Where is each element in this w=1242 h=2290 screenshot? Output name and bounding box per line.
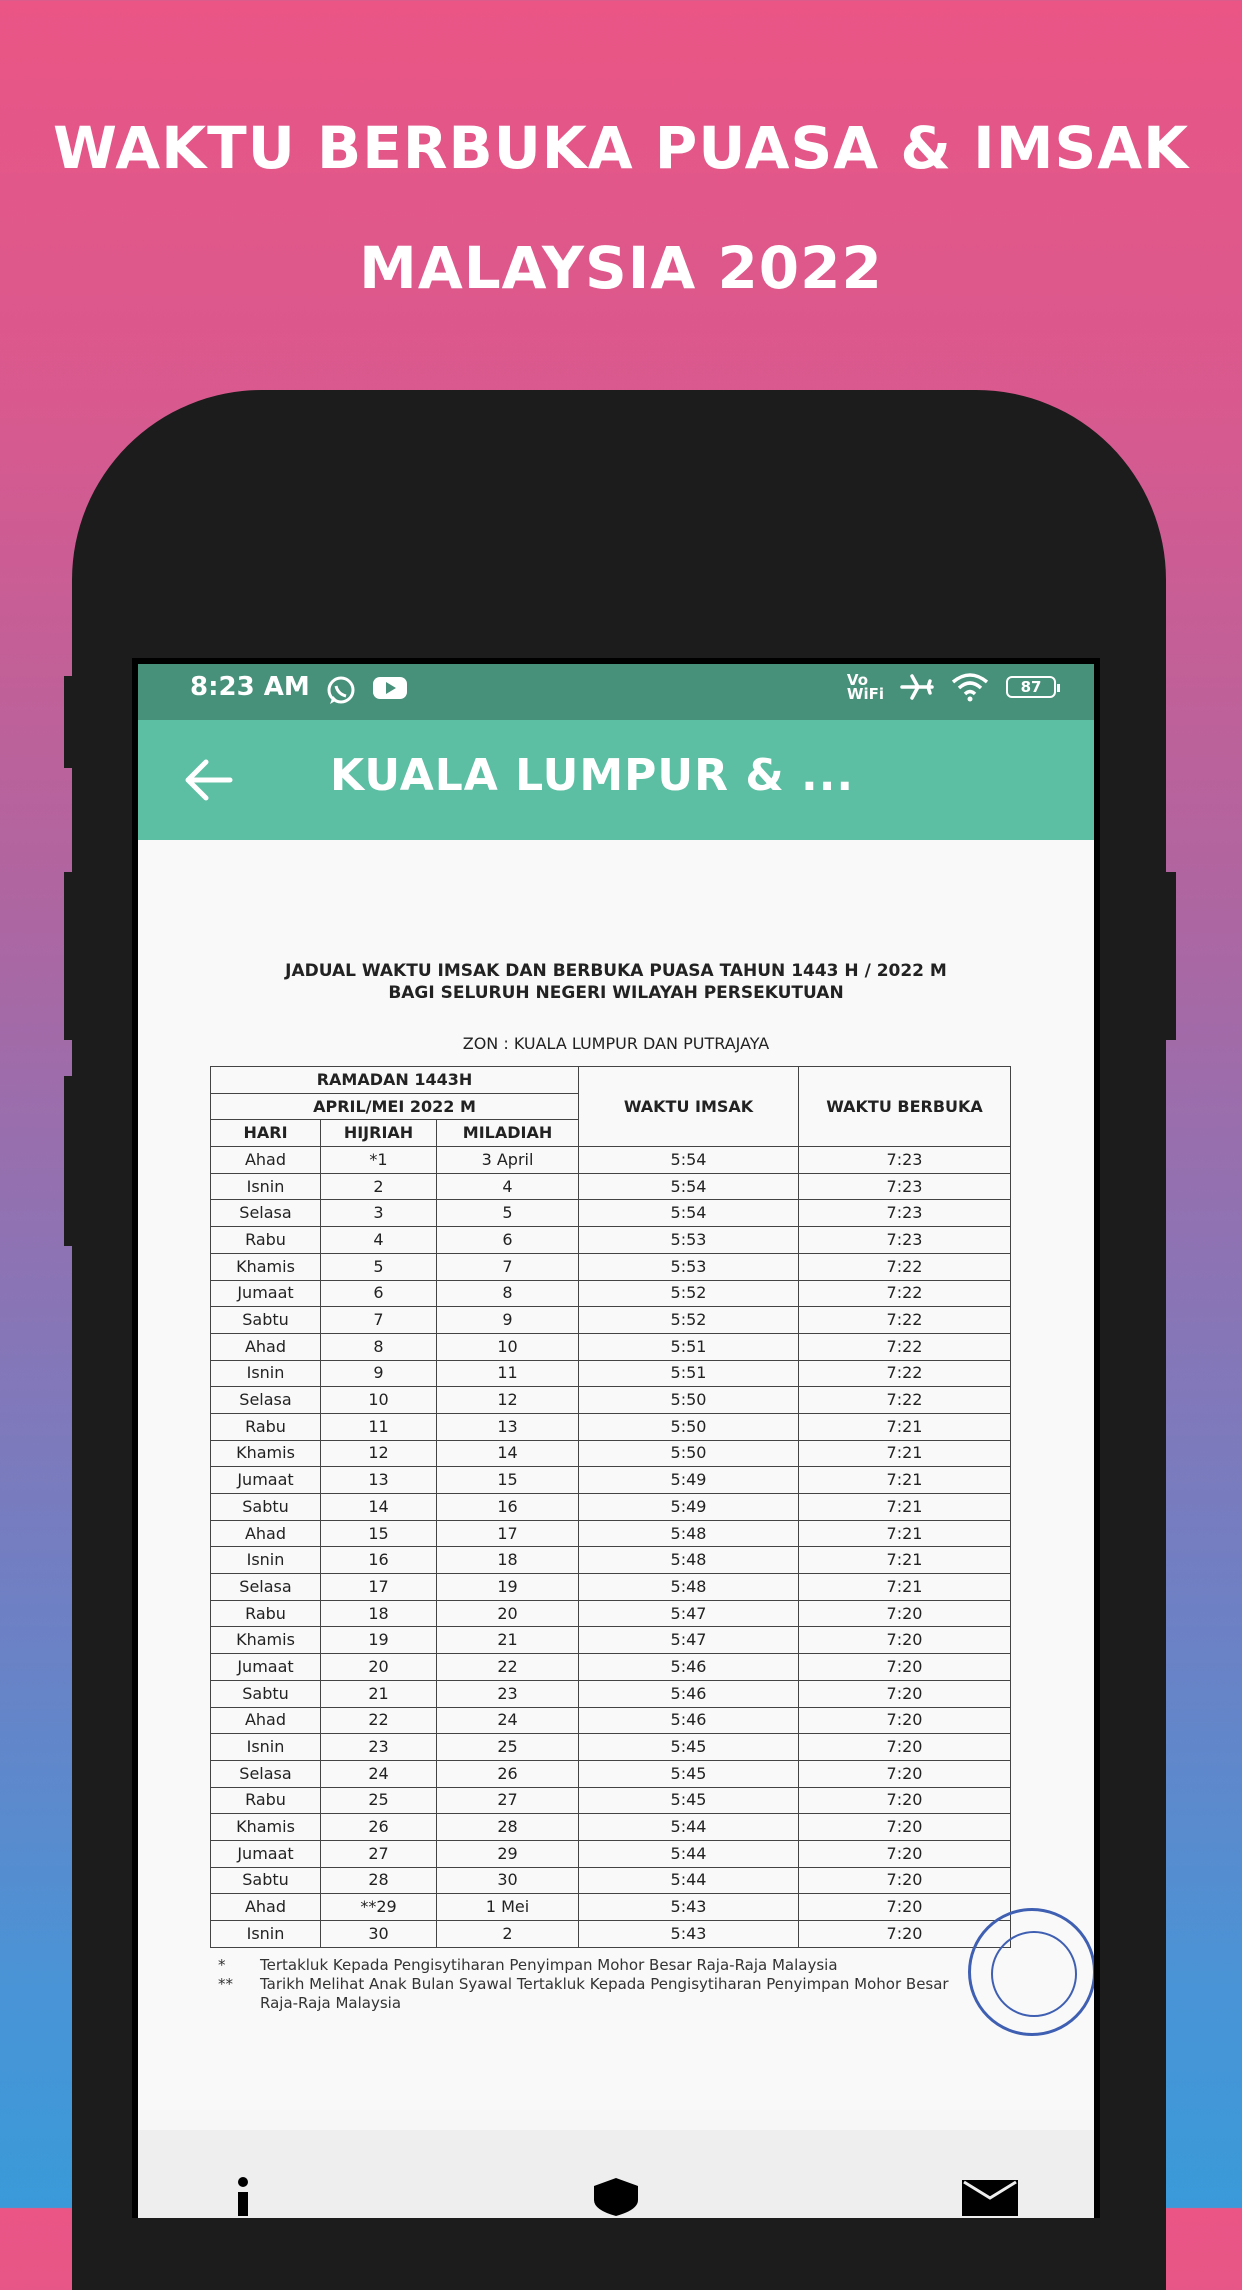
cell-hari: Ahad (211, 1520, 321, 1547)
cell-imsak: 5:48 (579, 1547, 799, 1574)
cell-hijriah: 22 (321, 1707, 437, 1734)
cell-hari: Sabtu (211, 1494, 321, 1521)
cell-imsak: 5:48 (579, 1574, 799, 1601)
official-seal-stamp (968, 1908, 1094, 2036)
bottom-navigation (138, 2130, 1094, 2218)
cell-hari: Sabtu (211, 1307, 321, 1334)
header-berbuka: WAKTU BERBUKA (799, 1067, 1011, 1147)
cell-berbuka: 7:20 (799, 1760, 1011, 1787)
cell-berbuka: 7:21 (799, 1467, 1011, 1494)
footnote-mark: ** (218, 1975, 233, 1993)
cell-miladiah: 14 (437, 1440, 579, 1467)
cell-hari: Selasa (211, 1200, 321, 1227)
document-title (138, 960, 1094, 1004)
cell-berbuka: 7:20 (799, 1600, 1011, 1627)
cell-miladiah: 16 (437, 1494, 579, 1521)
cell-berbuka: 7:21 (799, 1440, 1011, 1467)
table-row (211, 1547, 1011, 1574)
cell-hari: Khamis (211, 1814, 321, 1841)
cell-berbuka: 7:21 (799, 1574, 1011, 1601)
mail-icon[interactable] (960, 2176, 1020, 2216)
cell-berbuka: 7:23 (799, 1227, 1011, 1254)
document-zone: ZON : KUALA LUMPUR DAN PUTRAJAYA (462, 1034, 770, 1053)
cell-hari: Rabu (211, 1600, 321, 1627)
cell-imsak: 5:43 (579, 1894, 799, 1921)
cell-berbuka: 7:20 (799, 1734, 1011, 1761)
table-row (211, 1227, 1011, 1254)
cell-miladiah: 21 (437, 1627, 579, 1654)
cell-hijriah: 6 (321, 1280, 437, 1307)
footnote-1: Tertakluk Kepada Pengisytiharan Penyimpan Mohor Besar Raja-Raja Malaysia (260, 1956, 838, 1974)
cell-hijriah: 17 (321, 1574, 437, 1601)
cell-hari: Khamis (211, 1440, 321, 1467)
cell-imsak: 5:46 (579, 1680, 799, 1707)
cell-imsak: 5:50 (579, 1413, 799, 1440)
cell-berbuka: 7:22 (799, 1387, 1011, 1414)
cell-berbuka: 7:20 (799, 1894, 1011, 1921)
table-row (211, 1520, 1011, 1547)
cell-berbuka: 7:22 (799, 1307, 1011, 1334)
header-imsak: WAKTU IMSAK (579, 1067, 799, 1147)
table-row (211, 1627, 1011, 1654)
cell-hijriah: 18 (321, 1600, 437, 1627)
cell-hari: Khamis (211, 1253, 321, 1280)
promo-title-line1: WAKTU BERBUKA PUASA & IMSAK (52, 114, 1190, 182)
cell-berbuka: 7:22 (799, 1333, 1011, 1360)
cell-miladiah: 27 (437, 1787, 579, 1814)
cell-miladiah: 13 (437, 1413, 579, 1440)
table-row (211, 1387, 1011, 1414)
cell-imsak: 5:45 (579, 1787, 799, 1814)
app-bar (138, 720, 1094, 840)
info-icon[interactable] (228, 2176, 258, 2216)
cell-miladiah: 28 (437, 1814, 579, 1841)
cell-berbuka: 7:20 (799, 1627, 1011, 1654)
cell-hari: Ahad (211, 1707, 321, 1734)
battery-indicator: 87 (1006, 676, 1056, 698)
whatsapp-icon (324, 674, 358, 708)
cell-miladiah: 25 (437, 1734, 579, 1761)
cell-hijriah: 5 (321, 1253, 437, 1280)
cell-miladiah: 20 (437, 1600, 579, 1627)
cell-hijriah: 4 (321, 1227, 437, 1254)
table-row (211, 1333, 1011, 1360)
cell-hijriah: 2 (321, 1173, 437, 1200)
cell-hari: Rabu (211, 1787, 321, 1814)
cell-hijriah: 19 (321, 1627, 437, 1654)
document-title-line1: JADUAL WAKTU IMSAK DAN BERBUKA PUASA TAHUN 1443 H / 2022 M (285, 961, 947, 981)
cell-hari: Ahad (211, 1147, 321, 1174)
cell-berbuka: 7:21 (799, 1547, 1011, 1574)
table-row (211, 1494, 1011, 1521)
cell-berbuka: 7:21 (799, 1494, 1011, 1521)
table-row (211, 1307, 1011, 1334)
cell-hari: Isnin (211, 1547, 321, 1574)
cell-berbuka: 7:23 (799, 1147, 1011, 1174)
cell-berbuka: 7:20 (799, 1707, 1011, 1734)
document-title-line2: BAGI SELURUH NEGERI WILAYAH PERSEKUTUAN (388, 983, 844, 1003)
table-row (211, 1894, 1011, 1921)
cell-miladiah: 3 April (437, 1147, 579, 1174)
cell-hari: Jumaat (211, 1840, 321, 1867)
cell-berbuka: 7:20 (799, 1787, 1011, 1814)
cell-hijriah: 28 (321, 1867, 437, 1894)
cell-imsak: 5:49 (579, 1467, 799, 1494)
youtube-icon (372, 674, 408, 702)
cell-berbuka: 7:20 (799, 1814, 1011, 1841)
promo-title (0, 88, 1242, 328)
promo-title-line2: MALAYSIA 2022 (359, 234, 883, 302)
cell-hijriah: 8 (321, 1333, 437, 1360)
cell-hijriah: 10 (321, 1387, 437, 1414)
cell-miladiah: 11 (437, 1360, 579, 1387)
cell-imsak: 5:54 (579, 1147, 799, 1174)
table-row (211, 1760, 1011, 1787)
table-row (211, 1814, 1011, 1841)
cell-hijriah: 3 (321, 1200, 437, 1227)
cell-berbuka: 7:21 (799, 1520, 1011, 1547)
cell-miladiah: 6 (437, 1227, 579, 1254)
cell-hari: Jumaat (211, 1654, 321, 1681)
cell-hari: Isnin (211, 1360, 321, 1387)
cell-hijriah: 11 (321, 1413, 437, 1440)
cell-hari: Jumaat (211, 1467, 321, 1494)
page-title: KUALA LUMPUR & ... (330, 750, 855, 801)
cell-miladiah: 2 (437, 1921, 579, 1948)
cell-miladiah: 18 (437, 1547, 579, 1574)
footnote-2: Tarikh Melihat Anak Bulan Syawal Tertakluk Kepada Pengisytiharan Penyimpan Mohor Besar Raja-Raja Malaysia (260, 1975, 949, 2012)
back-arrow-icon[interactable] (184, 758, 234, 802)
table-row (211, 1867, 1011, 1894)
cell-hari: Ahad (211, 1333, 321, 1360)
cell-hari: Isnin (211, 1173, 321, 1200)
cell-berbuka: 7:20 (799, 1680, 1011, 1707)
cell-hijriah: 12 (321, 1440, 437, 1467)
cell-imsak: 5:53 (579, 1227, 799, 1254)
table-row (211, 1574, 1011, 1601)
shield-icon[interactable] (590, 2176, 642, 2216)
cell-miladiah: 17 (437, 1520, 579, 1547)
cell-hari: Isnin (211, 1734, 321, 1761)
header-month: APRIL/MEI 2022 M (211, 1093, 579, 1120)
cell-imsak: 5:52 (579, 1307, 799, 1334)
cell-hijriah: 9 (321, 1360, 437, 1387)
cell-hijriah: 27 (321, 1840, 437, 1867)
cell-imsak: 5:53 (579, 1253, 799, 1280)
cell-miladiah: 15 (437, 1467, 579, 1494)
cell-hijriah: 25 (321, 1787, 437, 1814)
cell-miladiah: 4 (437, 1173, 579, 1200)
table-row (211, 1734, 1011, 1761)
table-row (211, 1654, 1011, 1681)
cell-hari: Jumaat (211, 1280, 321, 1307)
table-row (211, 1787, 1011, 1814)
table-row (211, 1680, 1011, 1707)
cell-hari: Sabtu (211, 1680, 321, 1707)
table-row (211, 1467, 1011, 1494)
cell-berbuka: 7:23 (799, 1200, 1011, 1227)
cell-imsak: 5:48 (579, 1520, 799, 1547)
table-row (211, 1440, 1011, 1467)
table-row (211, 1413, 1011, 1440)
cell-berbuka: 7:23 (799, 1173, 1011, 1200)
cell-miladiah: 5 (437, 1200, 579, 1227)
cell-miladiah: 12 (437, 1387, 579, 1414)
cell-imsak: 5:52 (579, 1280, 799, 1307)
cell-miladiah: 26 (437, 1760, 579, 1787)
cell-imsak: 5:44 (579, 1814, 799, 1841)
cell-hari: Selasa (211, 1574, 321, 1601)
cell-hijriah: 24 (321, 1760, 437, 1787)
cell-miladiah: 1 Mei (437, 1894, 579, 1921)
cell-imsak: 5:45 (579, 1734, 799, 1761)
cell-imsak: 5:47 (579, 1627, 799, 1654)
vowifi-label: Vo WiFi (846, 671, 884, 703)
footnotes (218, 1956, 960, 2013)
table-row (211, 1280, 1011, 1307)
schedule-document (138, 840, 1094, 2110)
cell-miladiah: 7 (437, 1253, 579, 1280)
cell-hijriah: 14 (321, 1494, 437, 1521)
table-row (211, 1253, 1011, 1280)
cell-hijriah: 30 (321, 1921, 437, 1948)
status-time: 8:23 AM (190, 672, 310, 702)
schedule-table (210, 1066, 1011, 1948)
cell-imsak: 5:44 (579, 1840, 799, 1867)
table-row (211, 1147, 1011, 1174)
header-ramadan: RAMADAN 1443H (211, 1067, 579, 1094)
phone-screen (132, 658, 1100, 2218)
cell-imsak: 5:45 (579, 1760, 799, 1787)
airplane-mode-icon (900, 672, 934, 702)
col-hijriah: HIJRIAH (321, 1120, 437, 1147)
cell-berbuka: 7:22 (799, 1253, 1011, 1280)
cell-berbuka: 7:20 (799, 1921, 1011, 1948)
cell-imsak: 5:50 (579, 1440, 799, 1467)
table-row (211, 1840, 1011, 1867)
cell-imsak: 5:50 (579, 1387, 799, 1414)
table-row (211, 1173, 1011, 1200)
cell-hijriah: 13 (321, 1467, 437, 1494)
col-miladiah: MILADIAH (437, 1120, 579, 1147)
cell-miladiah: 29 (437, 1840, 579, 1867)
cell-imsak: 5:54 (579, 1200, 799, 1227)
table-row (211, 1360, 1011, 1387)
cell-hijriah: 21 (321, 1680, 437, 1707)
cell-hari: Rabu (211, 1413, 321, 1440)
cell-hijriah: 15 (321, 1520, 437, 1547)
table-row (211, 1600, 1011, 1627)
cell-hari: Isnin (211, 1921, 321, 1948)
cell-miladiah: 22 (437, 1654, 579, 1681)
cell-miladiah: 10 (437, 1333, 579, 1360)
cell-hari: Khamis (211, 1627, 321, 1654)
table-row (211, 1200, 1011, 1227)
cell-hijriah: 7 (321, 1307, 437, 1334)
cell-berbuka: 7:20 (799, 1840, 1011, 1867)
table-row (211, 1707, 1011, 1734)
cell-hijriah: *1 (321, 1147, 437, 1174)
status-bar (138, 664, 1094, 720)
cell-hijriah: 20 (321, 1654, 437, 1681)
table-row (211, 1921, 1011, 1948)
cell-hari: Ahad (211, 1894, 321, 1921)
cell-berbuka: 7:20 (799, 1867, 1011, 1894)
cell-miladiah: 19 (437, 1574, 579, 1601)
cell-berbuka: 7:20 (799, 1654, 1011, 1681)
cell-hari: Selasa (211, 1387, 321, 1414)
cell-hijriah: 16 (321, 1547, 437, 1574)
cell-imsak: 5:51 (579, 1333, 799, 1360)
cell-imsak: 5:44 (579, 1867, 799, 1894)
cell-imsak: 5:49 (579, 1494, 799, 1521)
cell-hijriah: **29 (321, 1894, 437, 1921)
cell-imsak: 5:43 (579, 1921, 799, 1948)
cell-berbuka: 7:21 (799, 1413, 1011, 1440)
cell-miladiah: 30 (437, 1867, 579, 1894)
cell-miladiah: 23 (437, 1680, 579, 1707)
wifi-icon (950, 672, 990, 702)
cell-imsak: 5:51 (579, 1360, 799, 1387)
cell-hari: Sabtu (211, 1867, 321, 1894)
cell-hari: Rabu (211, 1227, 321, 1254)
cell-imsak: 5:47 (579, 1600, 799, 1627)
cell-imsak: 5:46 (579, 1707, 799, 1734)
footnote-mark: * (218, 1956, 226, 1974)
cell-berbuka: 7:22 (799, 1280, 1011, 1307)
col-hari: HARI (211, 1120, 321, 1147)
cell-imsak: 5:54 (579, 1173, 799, 1200)
cell-hijriah: 23 (321, 1734, 437, 1761)
cell-miladiah: 24 (437, 1707, 579, 1734)
cell-berbuka: 7:22 (799, 1360, 1011, 1387)
cell-miladiah: 9 (437, 1307, 579, 1334)
cell-hijriah: 26 (321, 1814, 437, 1841)
cell-imsak: 5:46 (579, 1654, 799, 1681)
cell-miladiah: 8 (437, 1280, 579, 1307)
cell-hari: Selasa (211, 1760, 321, 1787)
